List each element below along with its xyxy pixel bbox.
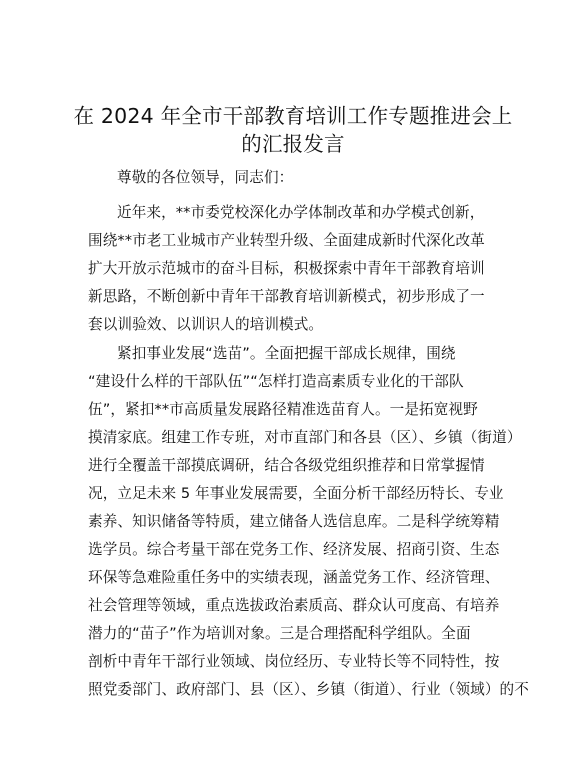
title-line-1: 在 2024 年全市干部教育培训工作专题推进会上 <box>73 104 513 128</box>
paragraph-2 <box>88 340 529 704</box>
paragraph-line: 素养、知识储备等特质，建立储备人选信息库。二是科学统筹精 <box>88 513 500 530</box>
paragraph-line: 围绕**市老工业城市产业转型升级、全面建成新时代深化改革 <box>88 232 485 249</box>
paragraph-line: “建设什么样的干部队伍”“怎样打造高素质专业化的干部队 <box>88 373 464 390</box>
paragraph-line: 选学员。综合考量干部在党务工作、经济发展、招商引资、生态 <box>88 541 500 558</box>
paragraph-line: 近年来，**市委党校深化办学体制改革和办学模式创新， <box>117 204 485 221</box>
paragraph-line: 照党委部门、政府部门、县（区）、乡镇（街道）、行业（领域）的不 <box>88 681 529 698</box>
paragraph-line: 社会管理等领域，重点选拔政治素质高、群众认可度高、有培养 <box>88 597 500 614</box>
paragraph-line: 潜力的“苗子”作为培训对象。三是合理搭配科学组队。全面 <box>88 625 471 642</box>
paragraph-1 <box>88 199 498 339</box>
paragraph-line: 扩大开放示范城市的奋斗目标，积极探索中青年干部教育培训 <box>88 260 485 277</box>
document-title <box>60 102 526 158</box>
paragraph-line: 紧扣事业发展“选苗”。全面把握干部成长规律，围绕 <box>117 345 456 362</box>
greeting-line: 尊敬的各位领导，同志们： <box>117 169 294 186</box>
paragraph-line: 伍”，紧扣**市高质量发展路径精准选苗育人。一是拓宽视野 <box>88 401 478 418</box>
paragraph-line: 环保等急难险重任务中的实绩表现，涵盖党务工作、经济管理、 <box>88 569 500 586</box>
paragraph-line: 新思路，不断创新中青年干部教育培训新模式，初步形成了一 <box>88 288 485 305</box>
paragraph-line: 套以训验效、以训识人的培训模式。 <box>88 316 324 333</box>
paragraph-line: 摸清家底。组建工作专班，对市直部门和各县（区）、乡镇（街道） <box>88 429 522 446</box>
title-line-2: 的汇报发言 <box>241 132 345 156</box>
paragraph-line: 剖析中青年干部行业领域、岗位经历、专业特长等不同特性，按 <box>88 653 500 670</box>
greeting <box>88 164 498 192</box>
paragraph-line: 况，立足未来 5 年事业发展需要，全面分析干部经历特长、专业 <box>88 485 504 502</box>
paragraph-line: 进行全覆盖干部摸底调研，结合各级党组织推荐和日常掌握情 <box>88 457 485 474</box>
